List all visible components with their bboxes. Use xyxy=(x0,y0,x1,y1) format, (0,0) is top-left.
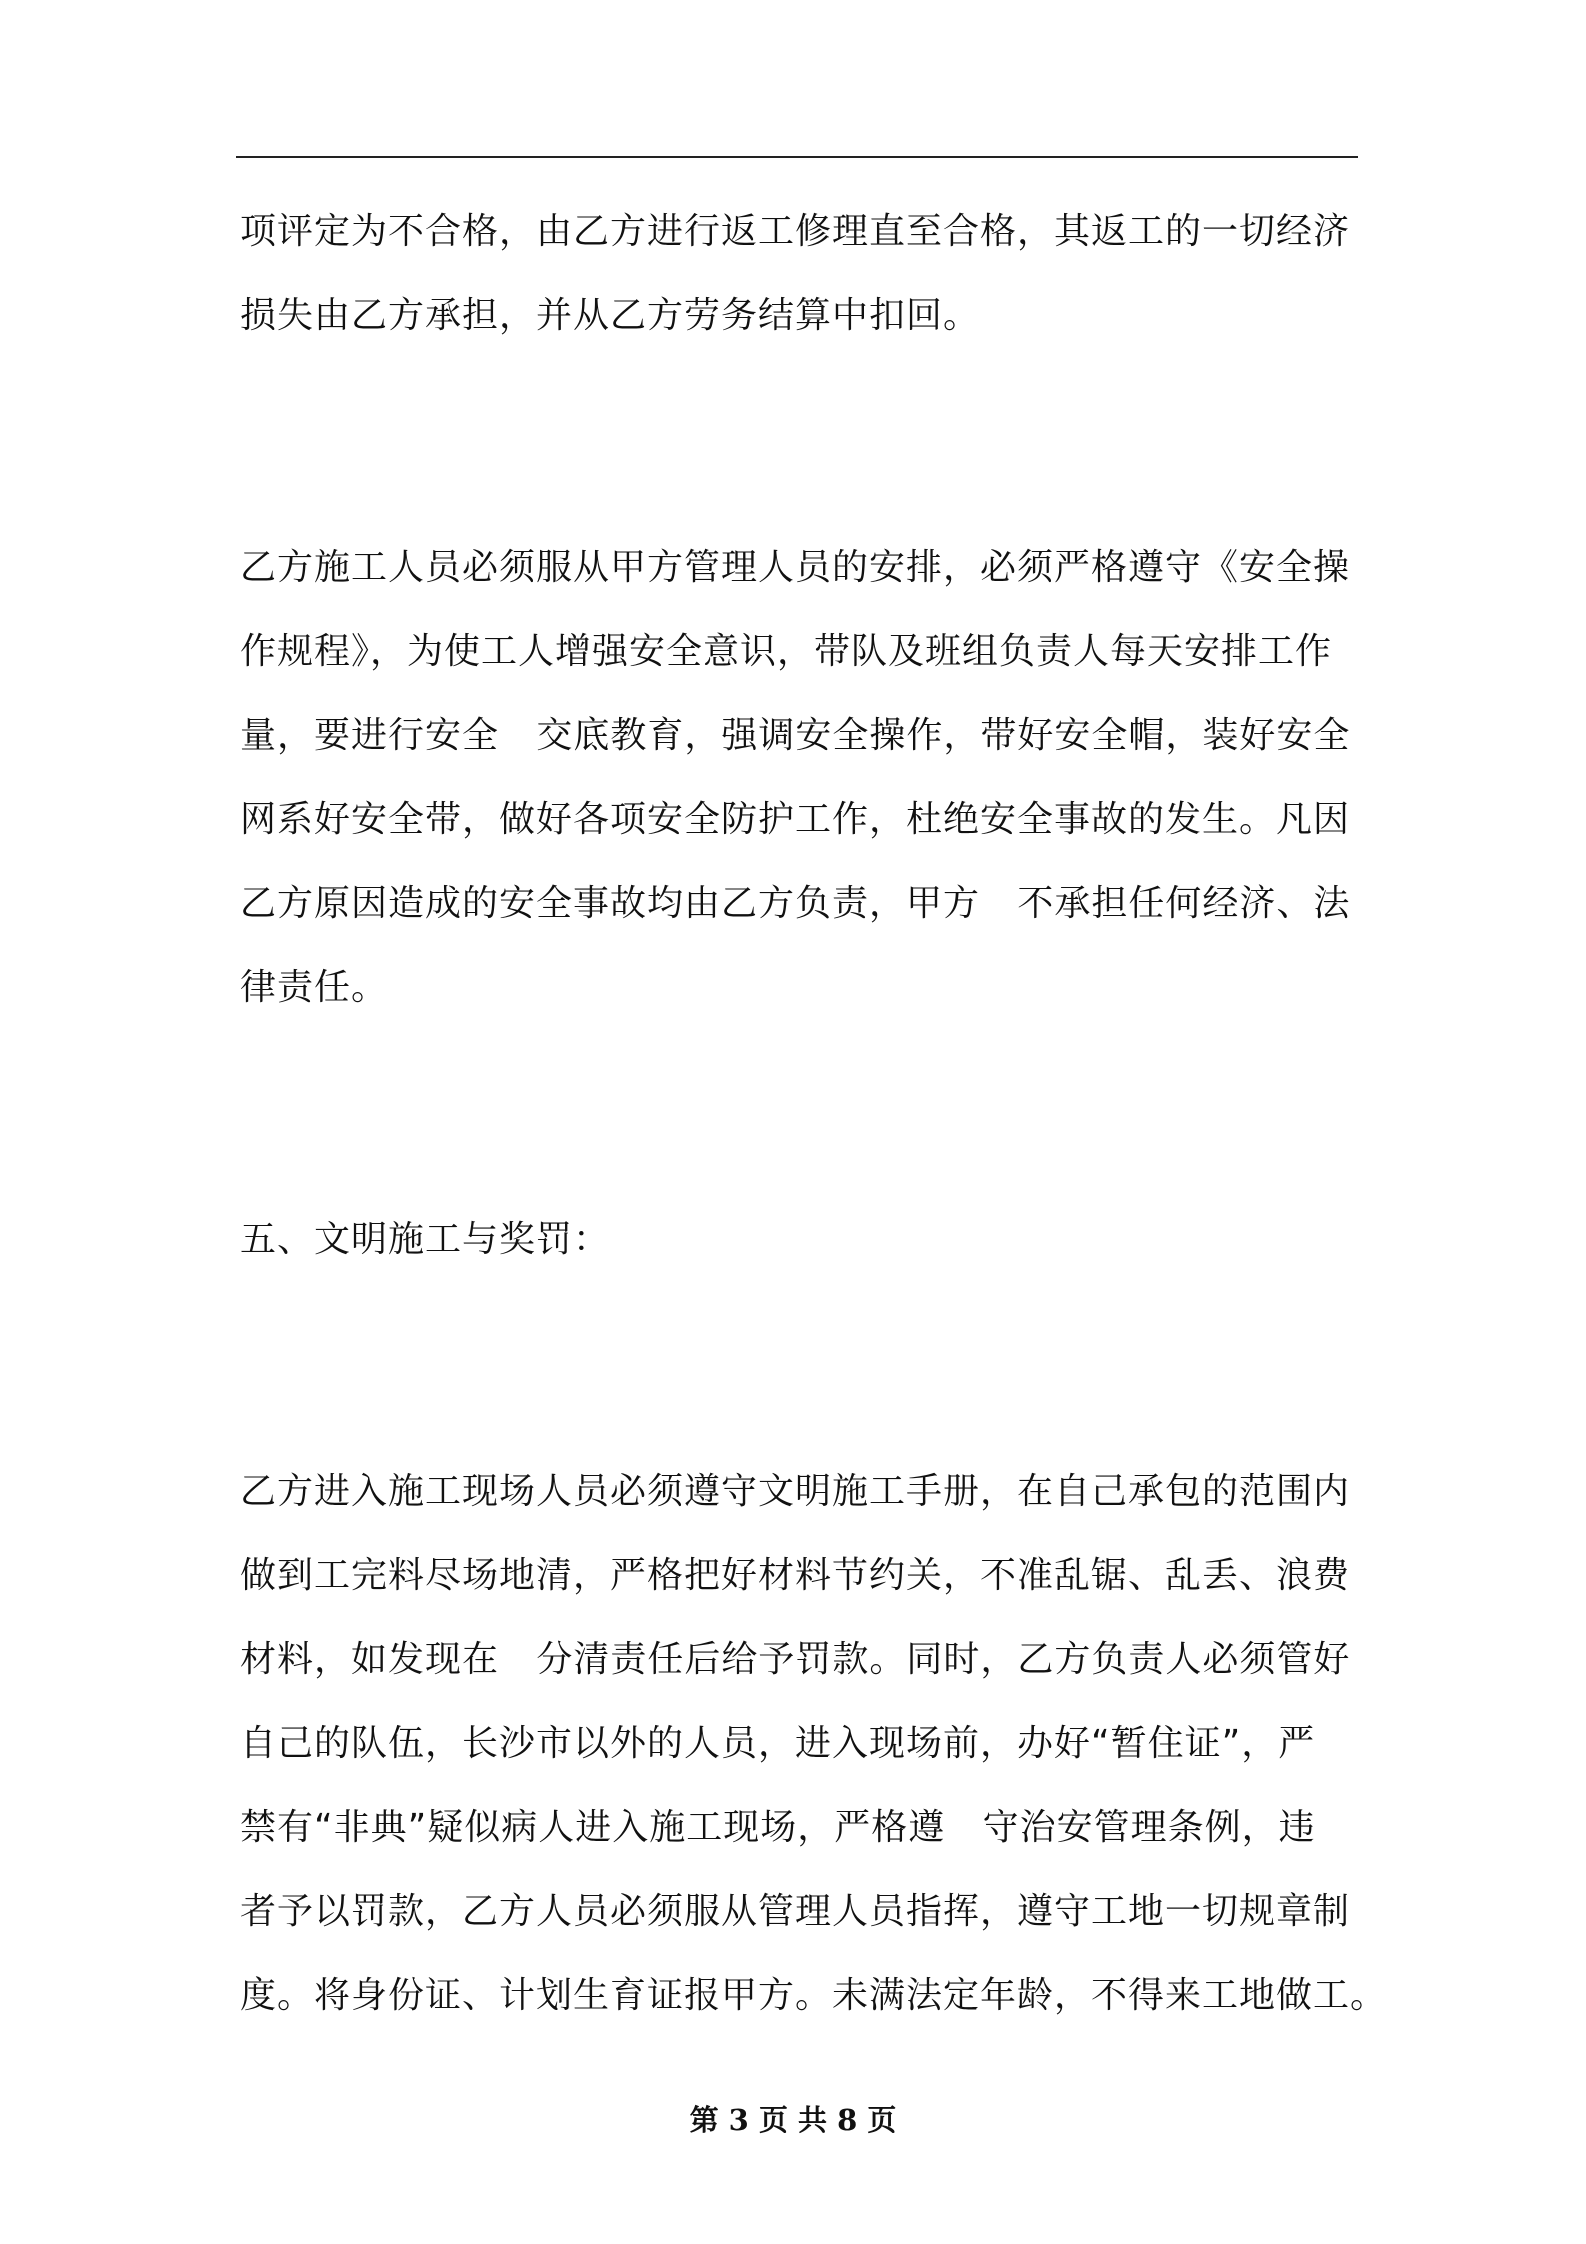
page-number: 第 3 页 共 8 页 xyxy=(689,2103,897,2137)
paragraph-line: 自己的队伍，长沙市以外的人员，进入现场前，办好“暂住证”，严 xyxy=(240,1723,1316,1764)
paragraph-line: 乙方进入施工现场人员必须遵守文明施工手册，在自己承包的范围内 xyxy=(240,1471,1351,1512)
paragraph-spacer xyxy=(240,1030,1360,1198)
section-heading: 五、文明施工与奖罚： xyxy=(240,1219,611,1260)
paragraph-line: 做到工完料尽场地清，严格把好材料节约关，不准乱锯、乱丢、浪费 xyxy=(240,1555,1351,1596)
paragraph-line: 作规程》，为使工人增强安全意识，带队及班组负责人每天安排工作 xyxy=(240,631,1333,672)
paragraph-line: 材料，如发现在 分清责任后给予罚款。同时，乙方负责人必须管好 xyxy=(240,1639,1351,1680)
paragraph-line: 度。将身份证、计划生育证报甲方。未满法定年龄，不得来工地做工。 xyxy=(240,1975,1388,2016)
document-body xyxy=(240,190,1388,2038)
paragraph-3 xyxy=(240,1450,1388,2038)
paragraph-line: 项评定为不合格，由乙方进行返工修理直至合格，其返工的一切经济 xyxy=(240,211,1351,252)
paragraph-line: 者予以罚款，乙方人员必须服从管理人员指挥，遵守工地一切规章制 xyxy=(240,1891,1351,1932)
paragraph-line: 乙方施工人员必须服从甲方管理人员的安排，必须严格遵守《安全操 xyxy=(240,547,1351,588)
paragraph-line: 损失由乙方承担，并从乙方劳务结算中扣回。 xyxy=(240,295,981,336)
paragraph-line: 禁有“非典”疑似病人进入施工现场，严格遵 守治安管理条例，违 xyxy=(240,1807,1316,1848)
paragraph-2 xyxy=(240,526,1360,1030)
paragraph-line: 律责任。 xyxy=(240,967,389,1008)
header-rule xyxy=(236,156,1358,158)
paragraph-spacer xyxy=(240,358,1360,526)
paragraph-spacer xyxy=(240,1282,1360,1450)
paragraph-line: 乙方原因造成的安全事故均由乙方负责，甲方 不承担任何经济、法 xyxy=(240,883,1351,924)
paragraph-line: 量，要进行安全 交底教育，强调安全操作，带好安全帽，装好安全 xyxy=(240,715,1351,756)
paragraph-line: 网系好安全带，做好各项安全防护工作，杜绝安全事故的发生。凡因 xyxy=(240,799,1351,840)
paragraph-1 xyxy=(240,190,1360,358)
